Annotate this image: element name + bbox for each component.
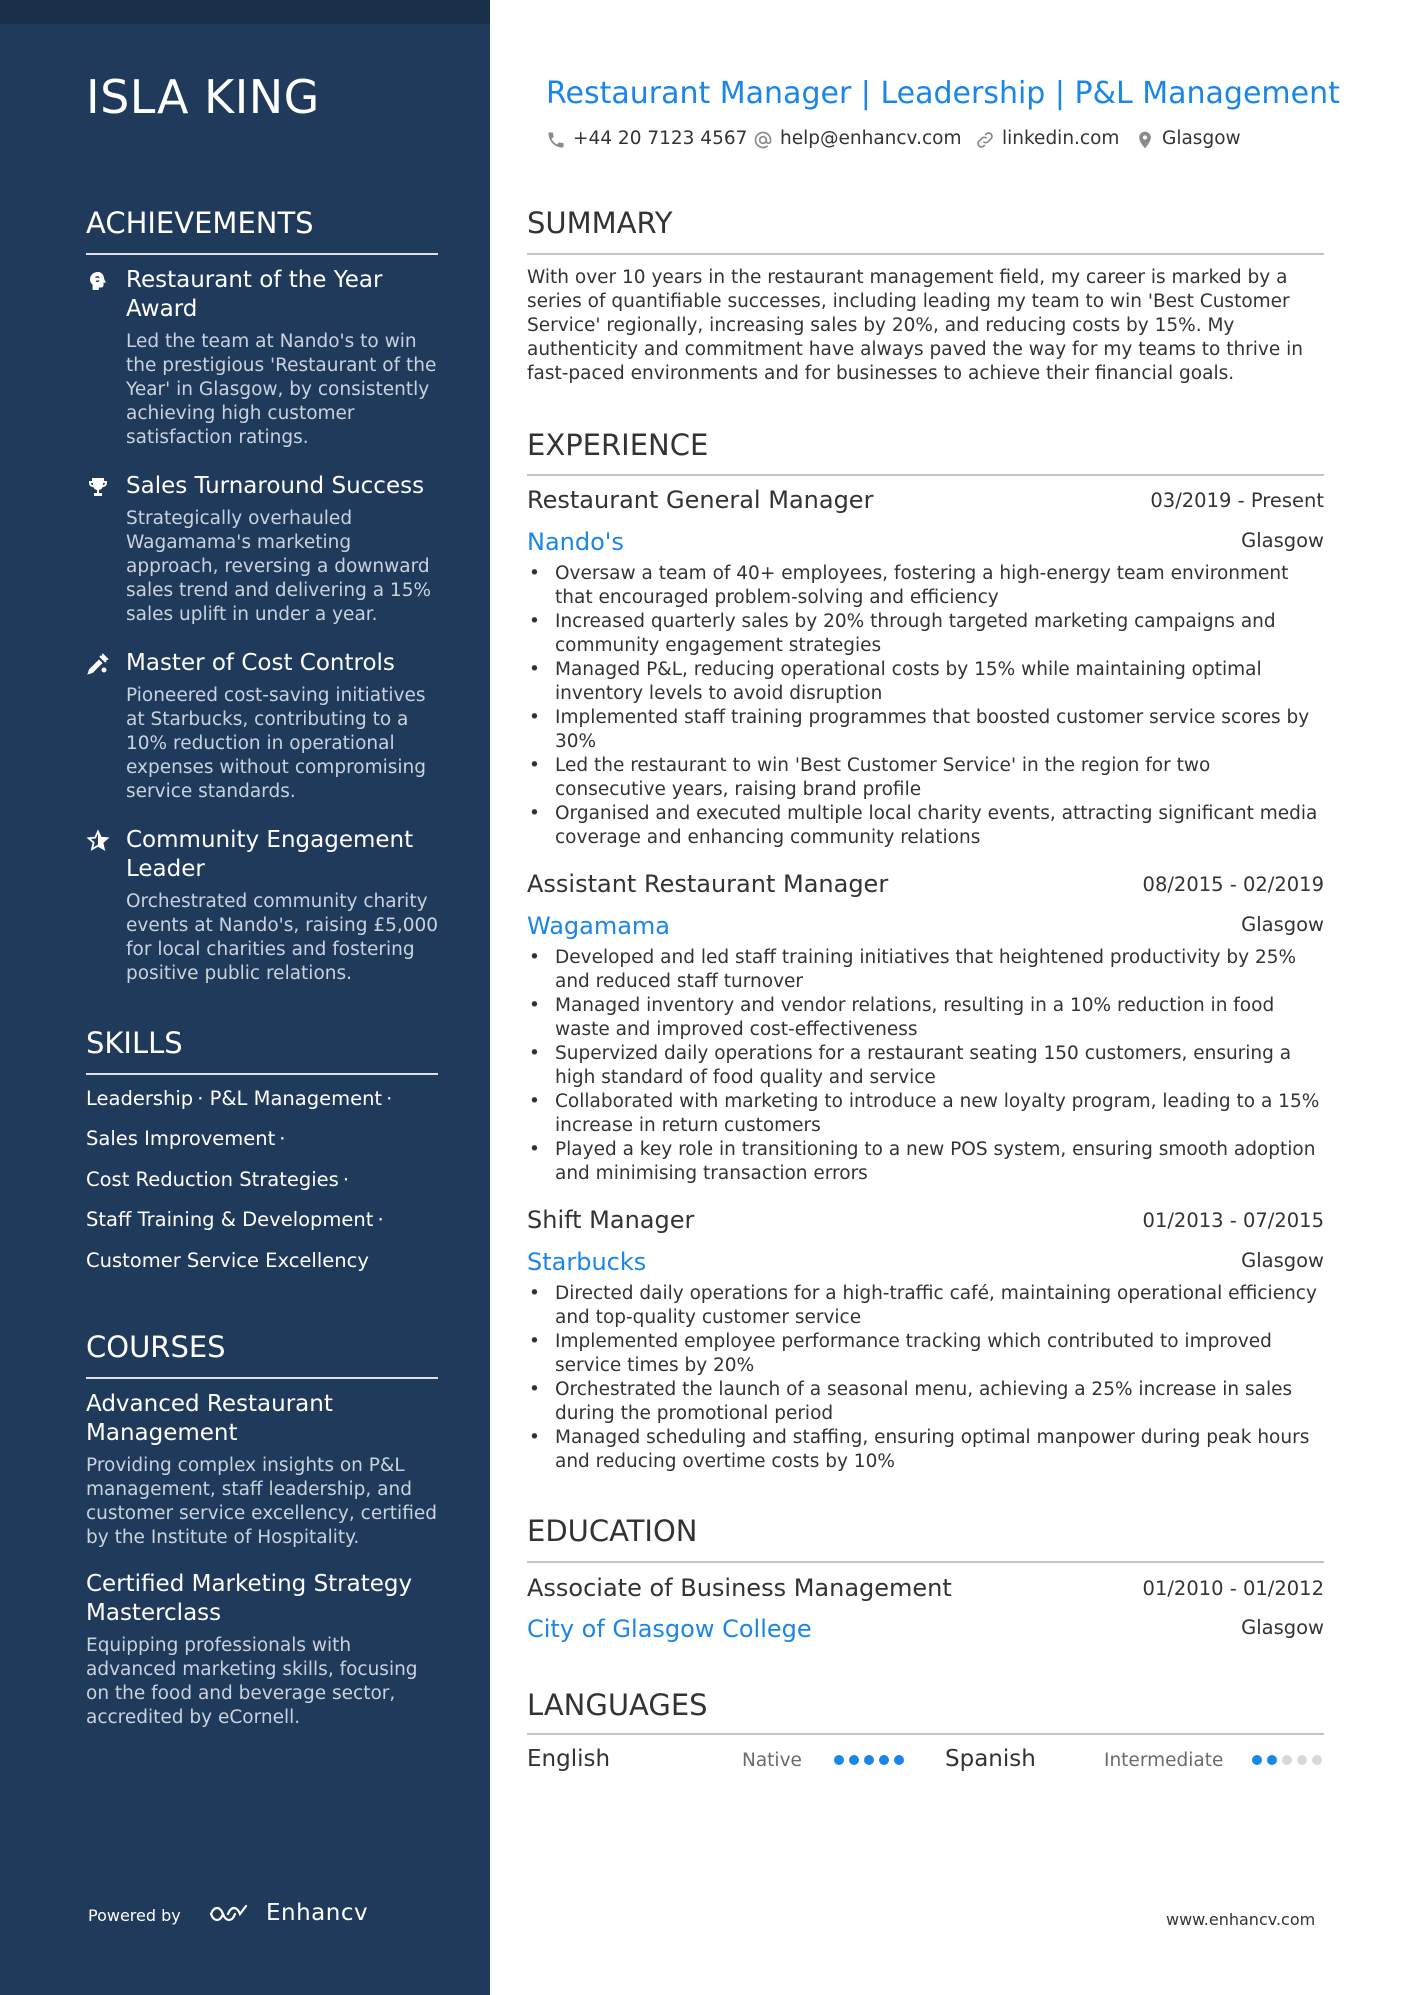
sidebar-top-band (0, 0, 490, 24)
education-title: EDUCATION (527, 1514, 698, 1548)
language-rating (1252, 1755, 1322, 1765)
experience-divider (527, 474, 1324, 476)
skill-separator: · (342, 1168, 350, 1191)
job-dates: 01/2013 - 07/2015 (1142, 1209, 1324, 1232)
job-location: Glasgow (1241, 529, 1324, 552)
job-title: Restaurant General Manager (527, 486, 874, 514)
job-bullets (527, 562, 1324, 850)
skill-item (86, 1208, 384, 1231)
achievement-item (86, 826, 446, 986)
skill-item (86, 1168, 349, 1191)
degree-title: Associate of Business Management (527, 1574, 952, 1602)
courses-title: COURSES (86, 1330, 226, 1364)
bullet-item: • Orchestrated the launch of a seasonal menu, achieving a 25% increase in sales during the promotional period (527, 1378, 1324, 1426)
achievement-item (86, 649, 446, 804)
rating-dot (864, 1755, 874, 1765)
bullet-item: • Led the restaurant to win 'Best Customer Service' in the region for two consecutive years, raising brand profile (527, 754, 1324, 802)
contact-location: Glasgow (1162, 128, 1241, 149)
skill-item (86, 1127, 285, 1150)
bullet-item: • Organised and executed multiple local charity events, attracting significant media coverage and enhancing community relations (527, 802, 1324, 850)
skills-title: SKILLS (86, 1026, 183, 1060)
skill-item (86, 1087, 392, 1110)
bullet-item: • Developed and led staff training initiatives that heightened productivity by 25% and reduced staff turnover (527, 946, 1324, 994)
job-location: Glasgow (1241, 913, 1324, 936)
at-icon (753, 130, 773, 150)
skill-label: P&L Management (209, 1087, 383, 1110)
course-item (86, 1570, 446, 1730)
bullet-item: • Implemented staff training programmes that boosted customer service scores by 30% (527, 706, 1324, 754)
course-title: Advanced Restaurant Management (86, 1391, 333, 1446)
school-name[interactable]: City of Glasgow College (527, 1615, 812, 1643)
language-level: Intermediate (1104, 1750, 1224, 1771)
achievement-title: Restaurant of the Year Award (126, 267, 383, 322)
bullet-item: • Managed scheduling and staffing, ensuring optimal manpower during peak hours and reducing overtime costs by 10% (527, 1426, 1324, 1474)
bullet-item: • Managed inventory and vendor relations, resulting in a 10% reduction in food waste and improved cost-effectiveness (527, 994, 1324, 1042)
summary-divider (527, 253, 1324, 255)
language-level: Native (742, 1750, 802, 1771)
skill-separator: · (386, 1087, 393, 1110)
contact-email[interactable]: help@enhancv.com (780, 128, 962, 149)
summary-title: SUMMARY (527, 206, 673, 240)
achievement-title: Sales Turnaround Success (126, 473, 425, 499)
job-dates: 08/2015 - 02/2019 (1142, 873, 1324, 896)
language-name: Spanish (945, 1746, 1036, 1772)
rating-dot (894, 1755, 904, 1765)
job-bullets (527, 946, 1324, 1186)
powered-by-label: Powered by (88, 1906, 181, 1925)
education-divider (527, 1561, 1324, 1563)
job-title: Assistant Restaurant Manager (527, 870, 889, 898)
company-name[interactable]: Starbucks (527, 1248, 647, 1276)
headline: Restaurant Manager | Leadership | P&L Management (546, 76, 1340, 111)
rating-dot (1312, 1755, 1322, 1765)
rating-dot (849, 1755, 859, 1765)
enhancv-logo-icon (208, 1902, 254, 1926)
job-dates: 03/2019 - Present (1150, 489, 1324, 512)
bullet-item: • Collaborated with marketing to introduce a new loyalty program, leading to a 15% increase in return customers (527, 1090, 1324, 1138)
brand-name: Enhancv (266, 1900, 369, 1926)
company-name[interactable]: Wagamama (527, 912, 671, 940)
language-name: English (527, 1746, 611, 1772)
job-location: Glasgow (1241, 1249, 1324, 1272)
tools-icon (86, 652, 110, 676)
brain-icon (86, 269, 110, 293)
skill-label: Customer Service Excellency (86, 1249, 369, 1272)
education-location: Glasgow (1241, 1616, 1324, 1639)
language-rating (834, 1755, 904, 1765)
rating-dot (1297, 1755, 1307, 1765)
rating-dot (1282, 1755, 1292, 1765)
skill-separator: · (197, 1087, 204, 1110)
company-name[interactable]: Nando's (527, 528, 624, 556)
courses-divider (86, 1377, 438, 1379)
job-title: Shift Manager (527, 1206, 695, 1234)
star-icon (86, 829, 110, 853)
languages-divider (527, 1733, 1324, 1735)
achievement-item (86, 472, 446, 627)
bullet-item: • Supervized daily operations for a restaurant seating 150 customers, ensuring a high standard of food quality and service (527, 1042, 1324, 1090)
bullet-item: • Oversaw a team of 40+ employees, fostering a high-energy team environment that encouraged problem-solving and efficiency (527, 562, 1324, 610)
rating-dot (1267, 1755, 1277, 1765)
bullet-item: • Played a key role in transitioning to a new POS system, ensuring smooth adoption and minimising transaction errors (527, 1138, 1324, 1186)
summary-text: With over 10 years in the restaurant management field, my career is marked by a series of quantifiable successes, including leading my team to win 'Best Customer Service' regionally, increasing sales by 20%, and reducing costs by 15%. My authenticity and commitment have always paved the way for my teams to thrive in fast-paced environments and for businesses to achieve their financial goals. (527, 267, 1303, 384)
rating-dot (879, 1755, 889, 1765)
achievement-description: Led the team at Nando's to win the prestigious 'Restaurant of the Year' in Glasgow, by consistently achieving high customer satisfaction ratings. (126, 331, 437, 448)
skill-label: Leadership (86, 1087, 194, 1110)
skill-label: Sales Improvement (86, 1127, 276, 1150)
footer-website[interactable]: www.enhancv.com (1166, 1910, 1316, 1929)
phone-icon (546, 130, 566, 150)
location-pin-icon (1135, 130, 1155, 150)
rating-dot (1252, 1755, 1262, 1765)
achievement-description: Orchestrated community charity events at Nando's, raising £5,000 for local charities and fostering positive public relations. (126, 891, 439, 984)
skill-separator: · (377, 1208, 384, 1231)
rating-dot (834, 1755, 844, 1765)
candidate-name: ISLA KING (86, 70, 320, 124)
education-dates: 01/2010 - 01/2012 (1142, 1577, 1324, 1600)
bullet-item: • Implemented employee performance tracking which contributed to improved service times by 20% (527, 1330, 1324, 1378)
sidebar (0, 0, 490, 1995)
achievements-title: ACHIEVEMENTS (86, 206, 314, 240)
link-icon (975, 130, 995, 150)
achievement-description: Strategically overhauled Wagamama's marketing approach, reversing a downward sales trend and delivering a 15% sales uplift in under a year. (126, 508, 432, 625)
contact-linkedin[interactable]: linkedin.com (1002, 128, 1120, 149)
skill-label: Cost Reduction Strategies (86, 1168, 339, 1191)
trophy-icon (86, 475, 110, 499)
course-item (86, 1390, 446, 1550)
job-bullets (527, 1282, 1324, 1474)
achievement-item (86, 266, 446, 450)
course-description: Equipping professionals with advanced marketing skills, focusing on the food and beverage sector, accredited by eCornell. (86, 1635, 418, 1728)
achievement-title: Master of Cost Controls (126, 650, 395, 676)
bullet-item: • Increased quarterly sales by 20% through targeted marketing campaigns and community engagement strategies (527, 610, 1324, 658)
achievement-description: Pioneered cost-saving initiatives at Starbucks, contributing to a 10% reduction in operational expenses without compromising service standards. (126, 685, 427, 802)
skill-item (86, 1249, 369, 1272)
languages-title: LANGUAGES (527, 1688, 708, 1722)
skill-label: Staff Training & Development (86, 1208, 374, 1231)
contact-phone[interactable]: +44 20 7123 4567 (573, 128, 748, 149)
achievements-divider (86, 253, 438, 255)
achievement-title: Community Engagement Leader (126, 827, 414, 882)
course-title: Certified Marketing Strategy Masterclass (86, 1571, 413, 1626)
skill-separator: · (279, 1127, 286, 1150)
experience-title: EXPERIENCE (527, 428, 709, 462)
course-description: Providing complex insights on P&L management, staff leadership, and customer service excellency, certified by the Institute of Hospitality. (86, 1455, 437, 1548)
skills-divider (86, 1073, 438, 1075)
bullet-item: • Directed daily operations for a high-traffic café, maintaining operational efficiency and top-quality customer service (527, 1282, 1324, 1330)
bullet-item: • Managed P&L, reducing operational costs by 15% while maintaining optimal inventory levels to avoid disruption (527, 658, 1324, 706)
